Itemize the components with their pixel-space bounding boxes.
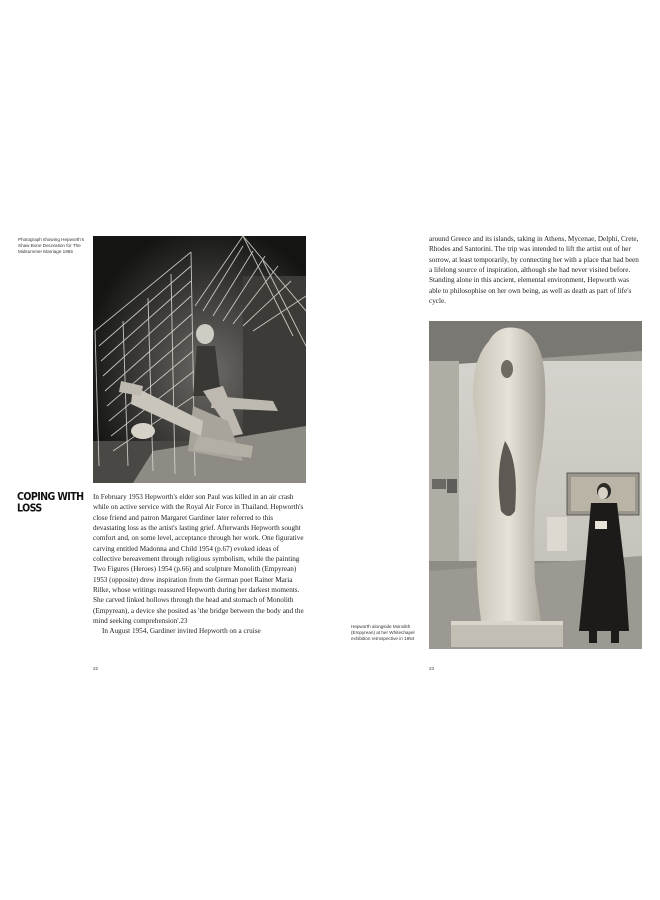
left-paragraph-1: In February 1953 Hepworth's elder son Paul was killed in an air crash while on active service with the Royal Air Force in Thailand. Hepworth's close friend and patron Margaret Gardiner later referred to this devastating loss as the artist's lasting grief. Afterwards Hepworth sought comfort and, on some level, acceptance through her work. One figurative carving entitled Madonna and Child 1954 (p.67) evoked ideas of collective bereavement through religious symbolism, while the painting Two Figures (Heroes) 1954 (p.66) and sculpture Monolith (Empyrean) 1953 (opposite) drew inspiration from the German poet Rainer Maria Rilke, whose writings reassured Hepworth during her darkest moments. She carved linked hollows through the head and stomach of Monolith (Empyrean), a device she posited as 'the bridge between the body and the mind seeking comprehension'.23 [93,493,304,626]
right-page-number: 23 [429,666,435,671]
right-paragraph-1: around Greece and its islands, taking in Athens, Mycenae, Delphi, Crete, Rhodes and Santorini. The trip was intended to lift the artist out of her sorrow, at least temporarily, by connecting her with a place that had been a lifelong source of inspiration, although she had never visited before. Standing alone in this ancient, elemental environment, Hepworth was able to philosophise on her own being, as well as death as part of life's cycle. [429,235,639,306]
right-body-text [429,234,642,306]
gallery-photograph-image [429,321,642,649]
left-photo-caption: Photograph showing Hepworth's Shaw Bone Decoration for The Midsummer Marriage 1955 [18,237,84,254]
left-body-text [93,492,307,637]
right-photo-caption: Hepworth alongside Monolith (Empyrean) at her Whitechapel exhibition retrospective in 1954 [351,624,415,641]
section-heading: COPING WITH LOSS [17,490,84,515]
gallery-photograph [429,321,642,649]
left-paragraph-2: In August 1954, Gardiner invited Hepworth on a cruise [102,627,261,636]
stage-photograph-image [93,236,306,483]
left-page-number: 22 [93,666,99,671]
stage-photograph [93,236,306,483]
